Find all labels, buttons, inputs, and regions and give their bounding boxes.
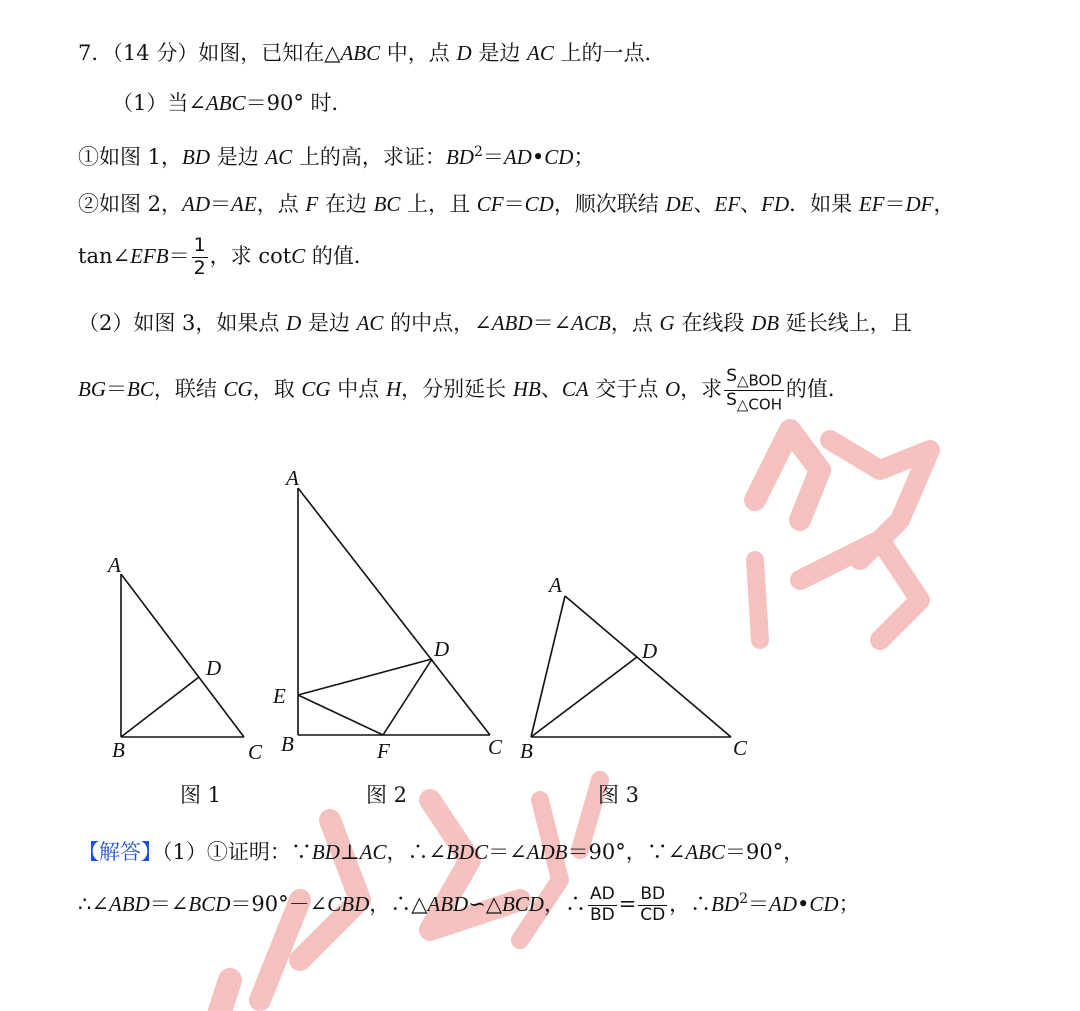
segment-name: CA	[561, 377, 589, 402]
segment-name: CF	[476, 192, 504, 216]
angle-name: ABC	[685, 840, 726, 864]
ratio-ad-bd	[588, 886, 617, 925]
point-name: G	[659, 311, 675, 335]
point-name: D	[456, 41, 472, 65]
dot-operator: •	[531, 145, 545, 169]
part-text: 、	[540, 377, 562, 402]
problem-score: （14 分）	[112, 41, 199, 65]
part-text: ，点	[610, 311, 660, 335]
fig1-side-ac	[121, 574, 244, 737]
item-text: ．如果	[789, 192, 859, 216]
segment-name: AE	[231, 192, 257, 216]
segment-name: CG	[301, 377, 331, 402]
exponent: 2	[739, 890, 748, 907]
triangle-name: ABC	[340, 41, 381, 65]
item-text: ②如图 2，	[78, 192, 183, 216]
item-text: ，顺次联结	[553, 192, 666, 216]
figure-1	[121, 574, 244, 737]
equals-sign: =	[618, 891, 637, 916]
fig1-label-b: B	[112, 738, 125, 762]
part-text: 交于点	[588, 377, 666, 402]
fig2-segment-ef	[298, 695, 383, 735]
answer-text: ，∴△	[369, 891, 428, 916]
point-name: D	[286, 311, 302, 335]
fig3-caption: 图 3	[598, 783, 640, 807]
segment-name: AC	[265, 145, 293, 169]
angle-name: CBD	[327, 891, 370, 916]
problem-text: 上的一点．	[553, 41, 666, 65]
answer-text: ＝∠	[488, 840, 527, 864]
angle-name: ADB	[526, 840, 568, 864]
segment-name: DE	[665, 192, 694, 216]
angle-name: ABD	[108, 891, 150, 916]
fraction-denominator: BD	[589, 904, 615, 925]
item-text: 、	[693, 192, 715, 216]
answer-text: ＝90°，	[725, 840, 805, 864]
perp-symbol: ⊥	[339, 840, 360, 864]
area-symbol: S	[726, 366, 737, 386]
segment-name: AC	[527, 41, 554, 65]
fig2-side-ac	[298, 488, 490, 735]
answer-line-1	[78, 842, 804, 863]
segment-name: BD	[711, 891, 740, 916]
area-subscript: △COH	[736, 395, 782, 414]
item-text: ＝	[884, 192, 906, 216]
answer-text: ；	[838, 891, 860, 916]
problem-number: 7．	[78, 41, 113, 65]
segment-name: BC	[127, 377, 154, 402]
triangle-name: ABD	[427, 891, 469, 916]
fraction-numerator: 1	[193, 234, 206, 256]
fig3-label-b: B	[520, 739, 533, 763]
fig1-label-a: A	[108, 553, 121, 577]
dot-operator: •	[797, 891, 810, 916]
item-text: 的值．	[305, 243, 375, 268]
fig1-altitude-bd	[121, 677, 199, 737]
item-text: 是边	[210, 145, 266, 169]
fig3-side-ac	[565, 596, 731, 737]
point-name: O	[665, 377, 681, 402]
item-text: ，点	[256, 192, 306, 216]
fig2-label-d: D	[434, 637, 450, 661]
part-text: （1）当∠	[112, 91, 206, 115]
segment-name: DF	[905, 192, 934, 216]
segment-name: AC	[359, 840, 387, 864]
segment-name: CD	[524, 192, 554, 216]
part-text: ，联结	[153, 377, 224, 402]
item-text: 上的高，求证：	[292, 145, 446, 169]
segment-name: BG	[78, 377, 106, 402]
part-text: 中点	[330, 377, 386, 402]
angle-name: ACB	[571, 311, 611, 335]
fraction-denominator: CD	[640, 904, 666, 925]
fraction-denominator: 2	[193, 256, 206, 279]
segment-name: CD	[544, 145, 574, 169]
item-text: ，求 cot	[209, 243, 292, 268]
answer-tag: 【解答】	[78, 840, 162, 864]
angle-name: EFB	[130, 243, 169, 268]
figure-2	[298, 488, 490, 735]
answer-text: ＝90°－∠	[230, 891, 328, 916]
answer-text: ，∴	[669, 891, 712, 916]
answer-text: ＝90°，∵∠	[567, 840, 686, 864]
figure-3	[531, 596, 731, 737]
answer-line-2	[78, 886, 860, 925]
fig3-label-c: C	[733, 736, 748, 760]
segment-name: FD	[761, 192, 790, 216]
fig2-label-a: A	[286, 466, 299, 490]
segment-name: BD	[182, 145, 211, 169]
exponent: 2	[473, 144, 483, 160]
part-text: 的值．	[785, 377, 849, 402]
segment-name: BD	[311, 840, 340, 864]
fig2-label-c: C	[488, 735, 503, 759]
fraction-numerator: AD	[589, 884, 615, 904]
part-text: ＝90° 时．	[245, 91, 353, 115]
item-text: ①如图 1，	[78, 145, 183, 169]
fig3-label-a: A	[549, 573, 562, 597]
problem-text: 如图，已知在△	[198, 41, 341, 65]
fig2-label-f: F	[377, 739, 390, 763]
part-text: ＝	[106, 377, 127, 402]
answer-text: ＝∠	[149, 891, 189, 916]
ratio-bd-cd	[638, 886, 667, 925]
segment-name: EF	[858, 192, 885, 216]
fig1-caption: 图 1	[180, 783, 222, 807]
answer-text: ，∴	[543, 891, 586, 916]
angle-name: ABC	[205, 91, 246, 115]
item-text: ＝	[210, 192, 232, 216]
fig1-label-c: C	[248, 740, 263, 764]
fig3-label-d: D	[642, 639, 658, 663]
part-text: 延长线上，且	[779, 311, 912, 335]
part-text: （2）如图 3，如果点	[78, 311, 287, 335]
segment-name: AC	[356, 311, 384, 335]
item-text: 、	[740, 192, 762, 216]
part-text: 是边	[301, 311, 357, 335]
angle-name: C	[291, 243, 306, 268]
part-text: 在线段	[674, 311, 752, 335]
answer-text: （1）①证明：∵	[162, 840, 312, 864]
problem-text: 是边	[471, 41, 527, 65]
fig2-label-b: B	[281, 732, 294, 756]
segment-name: CG	[223, 377, 253, 402]
segment-name: AD	[182, 192, 211, 216]
item-text: ；	[573, 145, 595, 169]
segment-name: HB	[512, 377, 541, 402]
segment-name: BD	[445, 145, 474, 169]
segment-name: AD	[769, 891, 797, 916]
angle-name: BCD	[188, 891, 231, 916]
triangle-name: BCD	[501, 891, 544, 916]
part-text: ，分别延长	[401, 377, 513, 402]
segment-name: AD	[503, 145, 532, 169]
item-text: ＝	[503, 192, 525, 216]
item-text: ＝	[482, 145, 504, 169]
point-name: H	[385, 377, 402, 402]
answer-text: ∴∠	[78, 891, 109, 916]
similar-symbol: ∽△	[468, 891, 502, 916]
segment-name: BC	[373, 192, 401, 216]
item-text: ，	[933, 192, 955, 216]
segment-name: DB	[751, 311, 780, 335]
angle-name: ABD	[491, 311, 533, 335]
part-text: ，求	[680, 377, 723, 402]
item-text: ＝	[168, 243, 190, 268]
fraction-numerator: BD	[640, 884, 666, 904]
part-text: 的中点，∠	[383, 311, 492, 335]
answer-text: ，∴∠	[386, 840, 447, 864]
area-subscript: △BOD	[736, 371, 782, 390]
segment-name: CD	[809, 891, 839, 916]
point-name: F	[305, 192, 319, 216]
part-text: ＝∠	[532, 311, 572, 335]
item-text: 在边	[318, 192, 374, 216]
part-text: ，取	[252, 377, 302, 402]
angle-name: BDC	[446, 840, 489, 864]
area-symbol: S	[726, 390, 737, 411]
fig2-caption: 图 2	[366, 783, 408, 807]
segment-name: EF	[714, 192, 741, 216]
answer-text: ＝	[748, 891, 769, 916]
fig2-label-e: E	[273, 684, 286, 708]
item-text: tan∠	[78, 243, 131, 268]
fig1-label-d: D	[206, 656, 222, 680]
item-text: 上，且	[400, 192, 477, 216]
problem-text: 中，点	[380, 41, 457, 65]
